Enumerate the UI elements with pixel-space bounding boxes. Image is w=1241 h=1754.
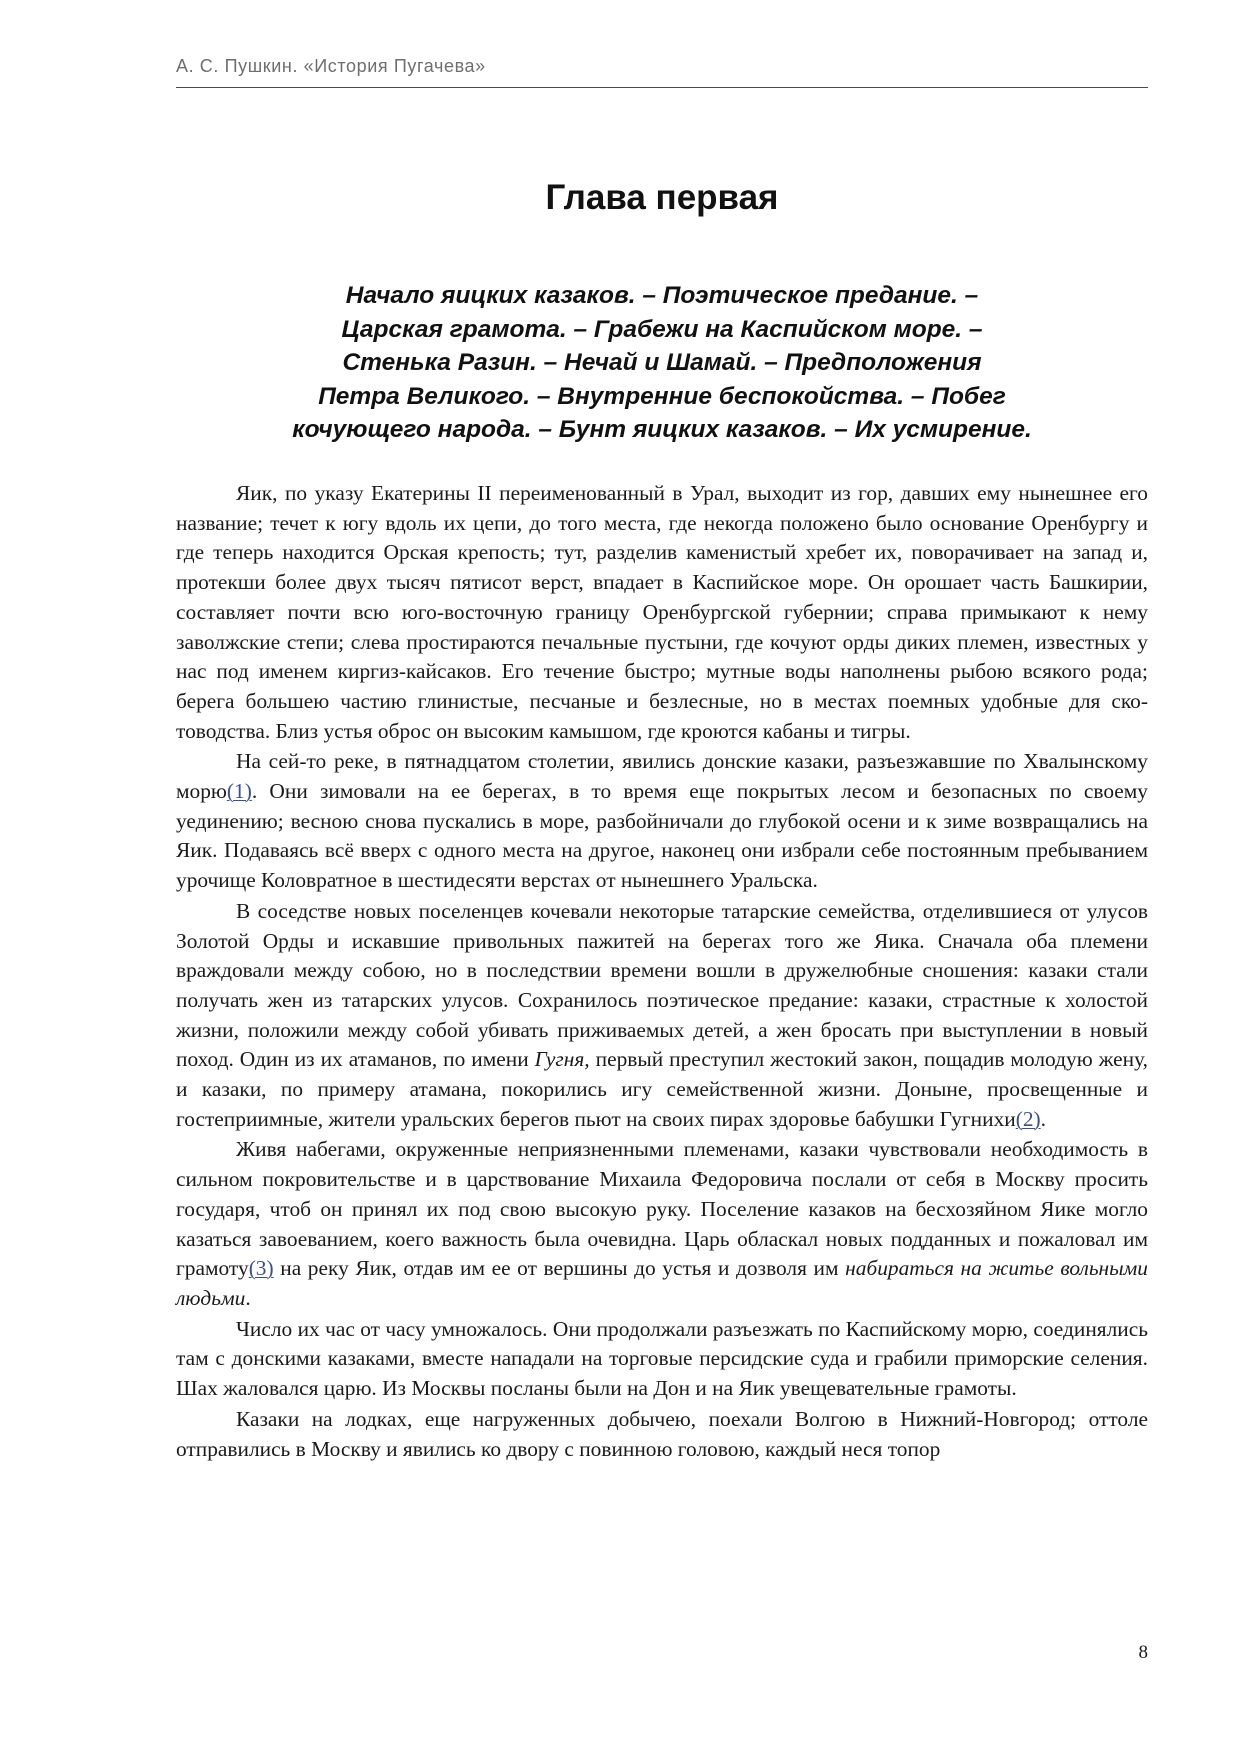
chapter-epigraph [176, 279, 1148, 447]
footnote-link[interactable]: (1) [226, 779, 252, 804]
emphasized-text: Гугня, [534, 1047, 590, 1072]
paragraph [176, 897, 1148, 1135]
paragraph [176, 479, 1148, 746]
paragraph [176, 747, 1148, 896]
paragraph-text: В соседстве новых поселенцев кочевали некоторые татарские семейства, отделившиеся от улусов Золотой Орды и искавшие привольных пажитей на берегах того же Яика. Сначала оба племени враждовали между собою, но в последствии времени вошли в дружелюбные сношения: казаки стали получать жен из татарских улусов. Сохранилось поэтическое предание: казаки, страстные к холостой жизни, положили между собой убивать приживаемых детей, а жен бросать при выступлении в новый поход. Один из их атаманов, по имени [176, 898, 1148, 1072]
chapter-title: Глава первая [545, 178, 779, 217]
paragraph-text: Казаки на лодках, еще нагруженных добычею, поехали Волгою в Нижний-Новгород; оттоле отправились в Москву и явились ко двору с повинною головою, каждый неся топор [176, 1406, 1148, 1461]
paragraph-text: . Они зимовали на ее берегах, в то время еще покрытых лесом и безопасных по своему уединению; весною снова пускались в море, разбойничали до глубокой осени и к зиме возвращались на Яик. Подаваясь всё вверх с одного места на другое, наконец они избрали себе постоянным пребыванием урочище Коловратное в шестидесяти верстах от нынешнего Уральска. [176, 779, 1148, 893]
paragraph-text: . [245, 1285, 251, 1310]
paragraph-text: Живя набегами, окруженные неприязненными племенами, казаки чувствовали необходимость в сильном покровительстве и в царствование Михаила Федоровича послали от себя в Москву просить государя, чтоб он принял их под свою высокую руку. Поселение казаков на бесхозяйном Яике могло казаться завоеванием, коего важность была очевидна. Царь обласкал новых подданных и пожаловал им грамоту [176, 1137, 1148, 1281]
paragraph-text: на реку Яик, отдав им ее от вершины до устья и дозволя им [273, 1256, 846, 1281]
paragraph-text: На сей-то реке, в пятнадцатом столетии, явились донские казаки, разъезжавшие по Хвалынскому морю [176, 749, 1148, 804]
paragraph [176, 1315, 1148, 1404]
running-title: А. С. Пушкин. «История Пугачева» [176, 56, 486, 76]
page-number: 8 [1138, 1642, 1148, 1663]
body-text [176, 479, 1148, 1464]
paragraph-text: Число их час от часу умножалось. Они продолжали разъезжать по Каспийскому морю, соединялись там с донскими казаками, вместе нападали на торговые персидские суда и грабили приморские селения. Шах жаловался царю. Из Москвы посланы были на Дон и на Яик увещевательные грамоты. [176, 1316, 1148, 1401]
running-header [176, 54, 1148, 88]
paragraph-text: . [1040, 1106, 1047, 1131]
paragraph [176, 1405, 1148, 1464]
paragraph-text: Яик, по указу Екатерины II переименованный в Урал, выходит из гор, давших ему нынешнее его название; течет к югу вдоль их цепи, до того места, где некогда положено было основание Оренбургу и где теперь находится Орская крепость; тут, разделив каменистый хребет их, поворачивает на запад и, протекши более двух тысяч пятисот верст, впадает в Каспийское море. Он орошает часть Башкирии, составляет почти всю юго-восточную границу Оренбургской губернии; справа примыкают к нему заволжские степи; слева простираются печальные пустыни, где кочуют орды диких племен, известных у нас под именем киргиз-кайсаков. Его течение быстро; мутные воды наполнены рыбою всякого рода; берега большею частию глинистые, песчаные и безлесные, но в местах поемных удобные для скотоводства. Близ устья оброс он высоким камышом, где кроются кабаны и тигры. [176, 481, 1148, 743]
paragraph-text: первый преступил жестокий закон, пощадив молодую жену, и казаки, по примеру атамана, покорились игу семейственной жизни. Доныне, просвещенные и гостеприимные, жители уральских берегов пьют на своих пирах здоровье бабушки Гугнихи [176, 1047, 1148, 1131]
epigraph-line: кочующего народа. – Бунт яицких казаков. – Их усмирение. [292, 416, 1032, 443]
paragraph [176, 1135, 1148, 1313]
footnote-link[interactable]: (3) [248, 1256, 274, 1281]
epigraph-line: Стенька Разин. – Нечай и Шамай. – Предположения [342, 349, 982, 376]
footnote-link[interactable]: (2) [1015, 1106, 1041, 1131]
epigraph-line: Царская грамота. – Грабежи на Каспийском море. – [341, 315, 983, 343]
epigraph-line: Начало яицких казаков. – Поэтическое предание. – [345, 282, 979, 309]
emphasized-text: набираться на житье вольными людьми [176, 1256, 1148, 1310]
epigraph-line: Петра Великого. – Внутренние беспокойства. – Побег [318, 382, 1006, 410]
